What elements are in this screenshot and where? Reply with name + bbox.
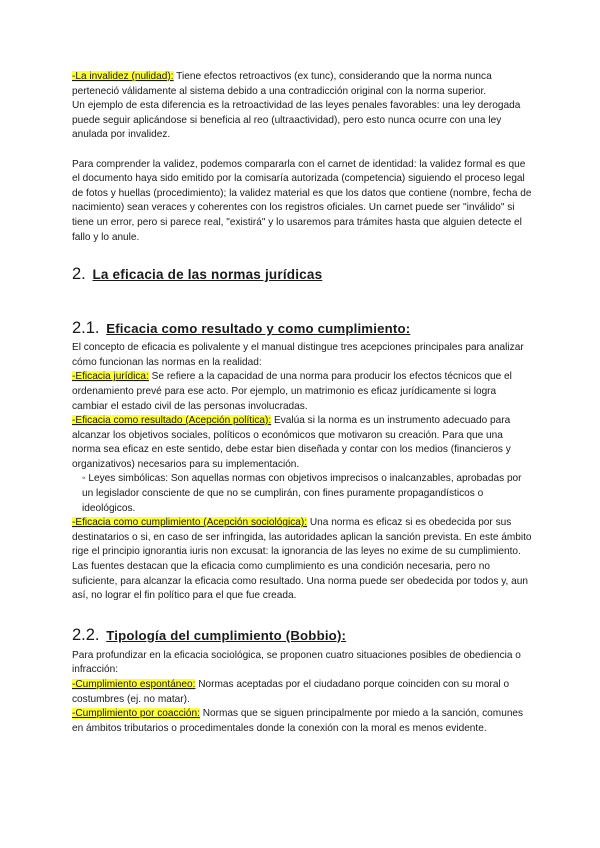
highlight-eficacia-cumplimiento: -Eficacia como cumplimiento (Acepción sociológica): (72, 517, 308, 529)
section-2-title: La eficacia de las normas jurídicas (92, 267, 323, 283)
paragraph-2-2-intro: Para profundizar en la eficacia sociológica, se proponen cuatro situaciones posibles de obediencia o infracción: (72, 649, 521, 676)
bullet-leyes-simbolicas: ◦ Leyes simbólicas: Son aquellas normas con objetivos imprecisos o inalcanzables, aprobadas por un legislador consciente de que no se cumplirán, con fines puramente propagandísticos o ideológicos. (82, 473, 522, 514)
paragraph-eficacia-cumplimiento (72, 516, 532, 560)
section-2-2-heading (72, 619, 532, 647)
paragraph-cumplimiento-espontaneo (72, 678, 532, 707)
section-2-2-title: Tipología del cumplimiento (Bobbio): (106, 627, 347, 643)
highlight-cumplimiento-coaccion: -Cumplimiento por coacción: (72, 708, 200, 720)
section-2-2-number: 2.2. (72, 625, 100, 644)
document-page (72, 70, 532, 736)
text-invalidez: Tiene efectos retroactivos (ex tunc), considerando que la norma nunca perteneció válidamente al sistema debido a una contradicción original con la norma superior. (72, 71, 492, 97)
paragraph-carnet: Para comprender la validez, podemos compararla con el carnet de identidad: la validez formal es que el documento haya sido emitido por la comisaría autorizada (competencia) siguiendo el proceso legal de fotos y huellas (procedimiento); la validez material es que los datos que contiene (nombre, fecha de nacimiento) sean veraces y coherentes con los registros oficiales. Un carnet puede ser "inválido" si tiene un error, pero si parece real, "existirá" y lo usaremos para trámites hasta que alguien detecte el fallo y lo anule. (72, 158, 532, 243)
text-eficacia-juridica: Se refiere a la capacidad de una norma para producir los efectos técnicos que el ordenamiento prevé para ese acto. Por ejemplo, un matrimonio es eficaz jurídicamente si logra cambiar el estado civil de las personas involucradas. (72, 371, 512, 412)
highlight-eficacia-juridica: -Eficacia jurídica: (72, 371, 149, 383)
highlight-invalidez: -La invalidez (nulidad): (72, 71, 174, 82)
section-2-1-title: Eficacia como resultado y como cumplimiento: (106, 321, 411, 337)
paragraph-cumplimiento-coaccion (72, 707, 532, 736)
section-2-number: 2. (72, 265, 86, 284)
spacer (72, 143, 532, 158)
text-cumplimiento-coaccion: Normas que se siguen principalmente por miedo a la sanción, comunes en ámbitos tributarios o procedimentales donde la conexión con la moral es menos evidente. (72, 708, 524, 734)
text-cumplimiento-espontaneo: Normas aceptadas por el ciudadano porque coinciden con su moral o costumbres (ej. no matar). (72, 679, 510, 705)
paragraph-invalidez (72, 70, 532, 99)
highlight-eficacia-resultado: -Eficacia como resultado (Acepción política): (72, 415, 272, 427)
paragraph-fuentes: Las fuentes destacan que la eficacia como cumplimiento es una condición necesaria, pero no suficiente, para alcanzar la eficacia como resultado. Una norma puede ser obedecida por todos y, aun así, no lograr el fin político para el que fue creada. (72, 561, 528, 602)
section-2-heading (72, 258, 532, 286)
section-2-1-heading (72, 312, 532, 340)
paragraph-2-1-intro: El concepto de eficacia es polivalente y el manual distingue tres acepciones principales para analizar cómo funcionan las normas en la realidad: (72, 342, 524, 368)
text-eficacia-cumplimiento: Una norma es eficaz si es obedecida por sus destinatarios o si, en caso de ser infringida, las autoridades aplican la sanción prevista. En este ámbito rige el principio ignorantia iuris non excusat: la ignorancia de las leyes no exime de su cumplimiento. (72, 517, 532, 558)
highlight-cumplimiento-espontaneo: -Cumplimiento espontáneo: (72, 679, 196, 690)
paragraph-eficacia-resultado (72, 414, 532, 472)
paragraph-eficacia-juridica (72, 370, 532, 414)
section-2-1-number: 2.1. (72, 319, 100, 338)
paragraph-ejemplo: Un ejemplo de esta diferencia es la retroactividad de las leyes penales favorables: una ley derogada puede seguir aplicándose si beneficia al reo (ultraactividad), pero esto nunca ocurre con una ley anulada por invalidez. (72, 100, 521, 141)
text-eficacia-resultado: Evalúa si la norma es un instrumento adecuado para alcanzar los objetivos sociales, políticos o económicos que motivaron su creación. Para que una norma sea eficaz en este sentido, debe estar bien diseñada y contar con los medios (financieros y organizativos) necesarios para su implementación. (72, 415, 511, 470)
